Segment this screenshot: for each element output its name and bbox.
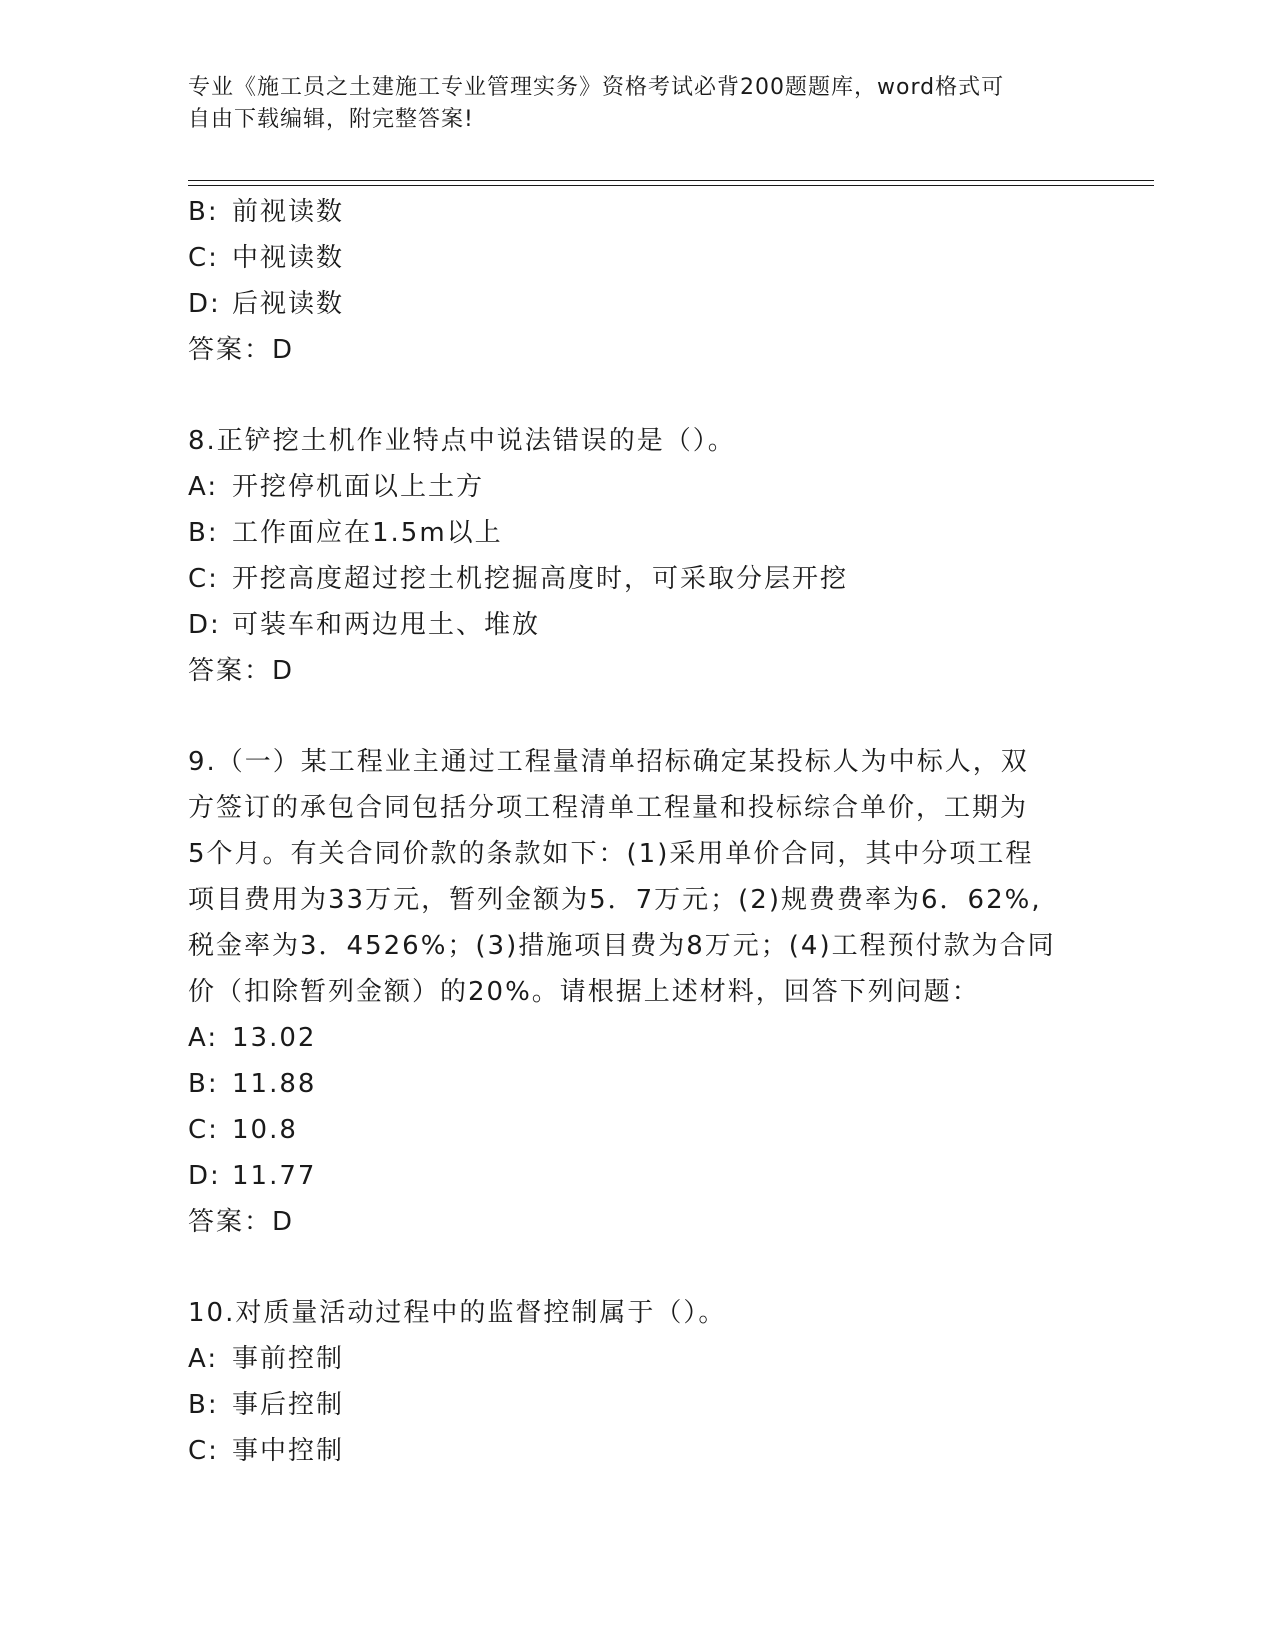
option-label: D: [188, 289, 221, 319]
option-label: C: [188, 1436, 219, 1466]
question-text: 10.对质量活动过程中的监督控制属于（）。 [188, 1298, 727, 1328]
option-text: 中视读数 [232, 243, 345, 273]
question-text-line: 税金率为3．4526%；(3)措施项目费为8万元；(4)工程预付款为合同 [188, 931, 1056, 961]
question-8 [188, 418, 1088, 694]
option-label: A: [188, 472, 219, 502]
spacer [188, 1245, 1088, 1290]
option-label: B: [188, 1390, 219, 1420]
option-text: 11.77 [232, 1161, 317, 1191]
question-7-tail [188, 189, 1088, 373]
spacer [188, 373, 1088, 418]
question-list [188, 189, 1088, 1474]
option-text: 10.8 [232, 1115, 298, 1145]
document-header [188, 72, 1068, 136]
question-text-line: 5个月。有关合同价款的条款如下：(1)采用单价合同，其中分项工程 [188, 839, 1034, 869]
option-c [188, 235, 1088, 281]
option-text: 事后控制 [232, 1390, 345, 1420]
option-a [188, 464, 1088, 510]
question-10 [188, 1290, 1088, 1474]
option-text: 11.88 [232, 1069, 317, 1099]
option-c [188, 1428, 1088, 1474]
option-b [188, 1061, 1088, 1107]
option-text: 开挖停机面以上土方 [232, 472, 485, 502]
option-label: C: [188, 1115, 219, 1145]
question-text-line: 9.（一）某工程业主通过工程量清单招标确定某投标人为中标人，双 [188, 747, 1029, 777]
option-a [188, 1336, 1088, 1382]
question-text-line: 项目费用为33万元，暂列金额为5．7万元；(2)规费费率为6．62%, [188, 885, 1042, 915]
option-c [188, 1107, 1088, 1153]
option-c [188, 556, 1088, 602]
option-b [188, 189, 1088, 235]
option-text: 可装车和两边甩土、堆放 [232, 610, 541, 640]
option-text: 事中控制 [232, 1436, 345, 1466]
question-text-line: 价（扣除暂列金额）的20%。请根据上述材料，回答下列问题： [188, 977, 980, 1007]
option-label: B: [188, 197, 219, 227]
question-text: 8.正铲挖土机作业特点中说法错误的是（）。 [188, 426, 736, 456]
option-label: C: [188, 243, 219, 273]
option-label: A: [188, 1344, 219, 1374]
header-divider-top [188, 180, 1154, 181]
question-9 [188, 739, 1088, 1245]
header-title-line-2: 自由下载编辑，附完整答案! [188, 107, 474, 132]
option-d [188, 602, 1088, 648]
option-label: B: [188, 518, 219, 548]
option-text: 前视读数 [232, 197, 345, 227]
question-text-line: 方签订的承包合同包括分项工程清单工程量和投标综合单价，工期为 [188, 793, 1029, 823]
option-text: 开挖高度超过挖土机挖掘高度时，可采取分层开挖 [232, 564, 849, 594]
option-d [188, 281, 1088, 327]
header-title-line-1: 专业《施工员之土建施工专业管理实务》资格考试必背200题题库，word格式可 [188, 75, 1005, 100]
option-label: D: [188, 610, 221, 640]
option-b [188, 1382, 1088, 1428]
answer-line: 答案：D [188, 656, 295, 686]
header-divider-bottom [188, 185, 1154, 186]
answer-line: 答案：D [188, 1207, 295, 1237]
option-text: 13.02 [232, 1023, 317, 1053]
option-label: C: [188, 564, 219, 594]
option-label: B: [188, 1069, 219, 1099]
option-text: 后视读数 [232, 289, 345, 319]
option-label: A: [188, 1023, 219, 1053]
answer-line: 答案：D [188, 335, 295, 365]
option-b [188, 510, 1088, 556]
option-d [188, 1153, 1088, 1199]
spacer [188, 694, 1088, 739]
option-text: 事前控制 [232, 1344, 345, 1374]
option-label: D: [188, 1161, 221, 1191]
option-text: 工作面应在1.5m以上 [232, 518, 503, 548]
option-a [188, 1015, 1088, 1061]
